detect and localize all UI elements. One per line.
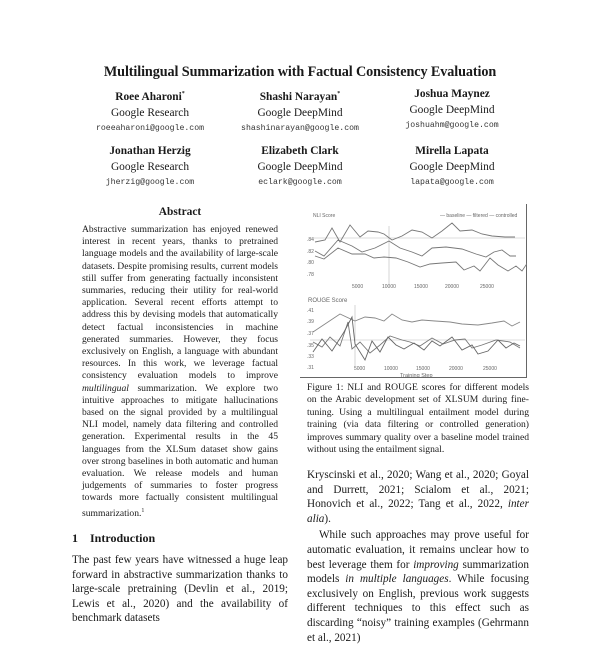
author-affiliation: Google DeepMind: [257, 106, 343, 119]
author-affiliation: Google DeepMind: [409, 161, 495, 173]
svg-text:15000: 15000: [414, 284, 428, 290]
svg-text:.82: .82: [307, 249, 314, 255]
svg-text:10000: 10000: [384, 366, 398, 372]
svg-text:20000: 20000: [445, 284, 459, 290]
author-email[interactable]: shashinarayan@google.com: [241, 123, 359, 133]
author-affiliation: Google DeepMind: [257, 161, 343, 173]
svg-text:5000: 5000: [352, 284, 364, 290]
author-email[interactable]: roeeaharoni@google.com: [95, 123, 205, 133]
abstract-heading: Abstract: [158, 206, 202, 218]
author-affiliation: Google Research: [110, 106, 190, 119]
line-charts: [300, 204, 527, 378]
section-heading: 1 Introduction: [72, 531, 156, 545]
abstract-text: Abstractive summarization has enjoyed renewed interest in recent years, thanks to pretrained language models and the availability of large-scale datasets. Despite promising results, current models still suffer from generating factually inconsistent summaries, reducing their utility for real-world application. Several recent efforts attempt to address this by devising models that automatically detect factual inconsistencies in machine generated summaries. However, they focus exclusively on English, a language with abundant resources. In this work, we leverage factual consistency evaluation models to improve multilingual summarization. We explore two intuitive approaches to mitigate hallucinations based on the signal provided by a multilingual NLI model, namely data filtering and controlled generation. Experimental results in the 45 languages from the XLSum dataset show gains over strong baselines in both automatic and human evaluation. We release models and human judgements of summaries to foster progress towards more factually consistent multilingual summarization.$^1$: [82, 224, 278, 519]
svg-text:.41: .41: [307, 308, 314, 314]
svg-text:20000: 20000: [449, 366, 463, 372]
author-name: Mirella Lapata: [415, 145, 489, 157]
intro-text: The past few years have witnessed a huge leap forward in abstractive summarization thanks to large-scale pretraining (Devlin et al., 2019; Lewis et al., 2020) and the availability of benchmark datasets: [72, 554, 288, 625]
author-email[interactable]: joshuahm@google.com: [405, 121, 499, 130]
rouge-axis-title: ROUGE Score: [308, 298, 348, 304]
author-email[interactable]: eclark@google.com: [258, 178, 342, 187]
svg-text:15000: 15000: [416, 366, 430, 372]
author-block: [362, 86, 542, 134]
author-email[interactable]: jherzig@google.com: [105, 178, 195, 187]
svg-text:.84: .84: [307, 237, 314, 243]
svg-text:.39: .39: [307, 319, 314, 325]
author-name: Joshua Maynez: [414, 88, 490, 100]
author-affiliation: Google DeepMind: [409, 104, 495, 116]
author-name: Jonathan Herzig: [109, 145, 191, 157]
author-block: [362, 143, 542, 191]
figure-1: [300, 204, 527, 378]
author-name: Roee Aharoni*: [115, 90, 185, 103]
paragraph: While such approaches may prove useful for automatic evaluation, it remains unclear how to best leverage them for improving summarization models in multiple languages. While focusing exclusively on English, previous work suggests different techniques to this effect such as discarding “noisy” training examples (Gehrmann et al., 2021): [307, 529, 529, 644]
abstract-section: [72, 206, 288, 520]
figure-caption: Figure 1: NLI and ROUGE scores for different models on the Arabic development set of XLSUM during fine-tuning. Using a multilingual entailment model during training (via data filtering or controlled generation) improves summary quality over a baseline model trained without using the entailment signal.: [307, 382, 529, 456]
svg-text:— baseline — filtered — cont: — baseline — filtered — controlled: [440, 213, 518, 219]
author-email[interactable]: lapata@google.com: [410, 178, 494, 187]
svg-text:.31: .31: [307, 365, 314, 371]
paragraph: Kryscinski et al., 2020; Wang et al., 2020; Goyal and Durrett, 2021; Scialom et al., 2021; Honovich et al., 2022; Tang et al., 2022, inter alia).: [307, 469, 529, 525]
footnote-mark[interactable]: 1: [141, 507, 145, 514]
author-name: Elizabeth Clark: [261, 145, 339, 157]
svg-text:.80: .80: [307, 260, 314, 266]
svg-text:25000: 25000: [483, 366, 497, 372]
author-affiliation: Google Research: [110, 161, 190, 173]
svg-text:10000: 10000: [382, 284, 396, 290]
svg-text:.78: .78: [307, 272, 314, 278]
svg-text:.37: .37: [307, 331, 314, 337]
author-name: Shashi Narayan*: [259, 90, 341, 103]
svg-text:Training Step: Training Step: [400, 373, 433, 378]
svg-text:5000: 5000: [354, 366, 366, 372]
paper-title: Multilingual Summarization with Factual Consistency Evaluation: [103, 64, 497, 80]
svg-text:.35: .35: [307, 343, 314, 349]
nli-axis-title: NLI Score: [313, 213, 336, 219]
svg-text:25000: 25000: [480, 284, 494, 290]
right-column-text: [307, 468, 529, 645]
svg-text:.33: .33: [307, 354, 314, 360]
